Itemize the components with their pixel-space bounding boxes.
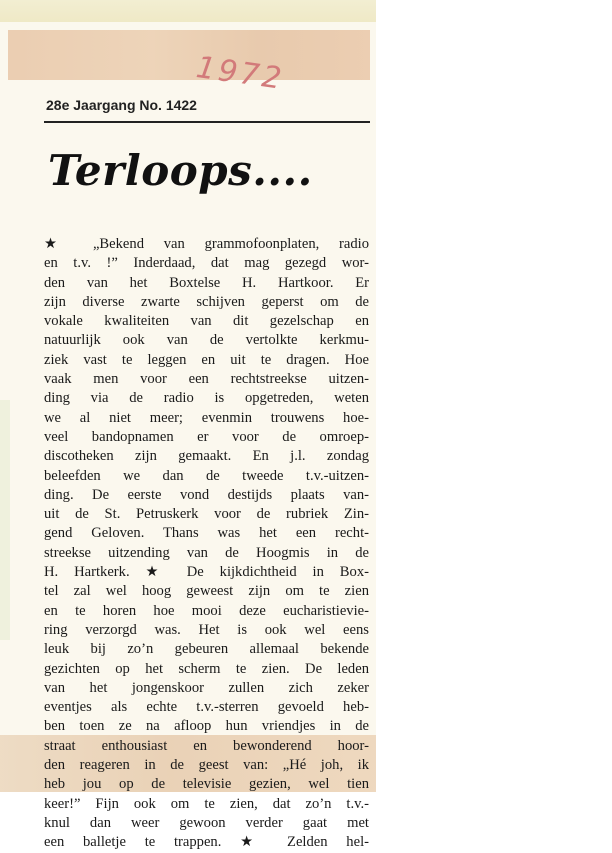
- article-line: we al niet meer; evenmin trouwens hoe-: [44, 409, 369, 426]
- article-line: tel zal wel hoog geweest zijn om te zien: [44, 583, 369, 600]
- article-line: een balletje te trappen. ★ Zelden hel-: [44, 834, 369, 851]
- article-line: gezichten op het scherm te zien. De leden: [44, 660, 369, 677]
- article-line: ding. De eerste vond destijds plaats van-: [44, 486, 369, 503]
- handwritten-year: 1972: [193, 50, 287, 97]
- article-line: ding via de radio is opgetreden, weten: [44, 390, 369, 407]
- issue-line: 28e Jaargang No. 1422: [46, 97, 197, 113]
- article-line: en te horen hoe mooi deze eucharistievie-: [44, 602, 369, 619]
- article-line: eventjes als echte t.v.-sterren gevoeld heb-: [44, 699, 369, 716]
- article-line: heb jou op de televisie gezien, wel tien: [44, 776, 369, 793]
- article-line: ring verzorgd was. Het is ook wel eens: [44, 621, 369, 638]
- article-line: leuk bij zo’n gebeuren allemaal bekende: [44, 641, 369, 658]
- article-line: straat enthousiast en bewonderend hoor-: [44, 737, 369, 754]
- tape-strip-top: [0, 0, 376, 22]
- article-line: van het jongenskoor zullen zich zeker: [44, 679, 369, 696]
- article-body: [44, 235, 369, 853]
- article-line: vaak men voor een rechtstreekse uitzen-: [44, 371, 369, 388]
- article-line: ben toen ze na afloop hun vriendjes in de: [44, 718, 369, 735]
- article-line: vokale kwaliteiten van dit gezelschap en: [44, 313, 369, 330]
- article-line: knul dan weer gewoon verder gaat met: [44, 814, 369, 831]
- article-line: natuurlijk ook van de vertolkte kerkmu-: [44, 332, 369, 349]
- headline: Terloops....: [48, 146, 313, 195]
- article-line: en t.v. !” Inderdaad, dat mag gezegd wor-: [44, 255, 369, 272]
- article-line: streekse uitzending van de Hoogmis in de: [44, 544, 369, 561]
- article-line: ★ „Bekend van grammofoonplaten, radio: [44, 236, 369, 252]
- article-line: discotheken zijn gemaakt. En j.l. zondag: [44, 448, 369, 465]
- header-rule: [44, 121, 370, 123]
- article-line: veel bandopnamen er voor de omroep-: [44, 428, 369, 445]
- article-line: keer!” Fijn ook om te zien, dat zo’n t.v.-: [44, 795, 369, 812]
- article-line: H. Hartkerk. ★ De kijkdichtheid in Box-: [44, 564, 369, 581]
- article-line: ziek vast te leggen en uit te dragen. Hoe: [44, 351, 369, 368]
- article-line: den reageren in de geest van: „Hé joh, ik: [44, 757, 369, 774]
- article-line: den van het Boxtelse H. Hartkoor. Er: [44, 274, 369, 291]
- paper-stain-left: [0, 400, 10, 640]
- article-line: zijn diverse zwarte schijven geperst om de: [44, 293, 369, 310]
- article-line: uit de St. Petruskerk voor de rubriek Zin-: [44, 506, 369, 523]
- article-line: gend Geloven. Thans was het een recht-: [44, 525, 369, 542]
- tape-strip-band: [8, 30, 370, 80]
- article-line: beleefden we dan de tweede t.v.-uitzen-: [44, 467, 369, 484]
